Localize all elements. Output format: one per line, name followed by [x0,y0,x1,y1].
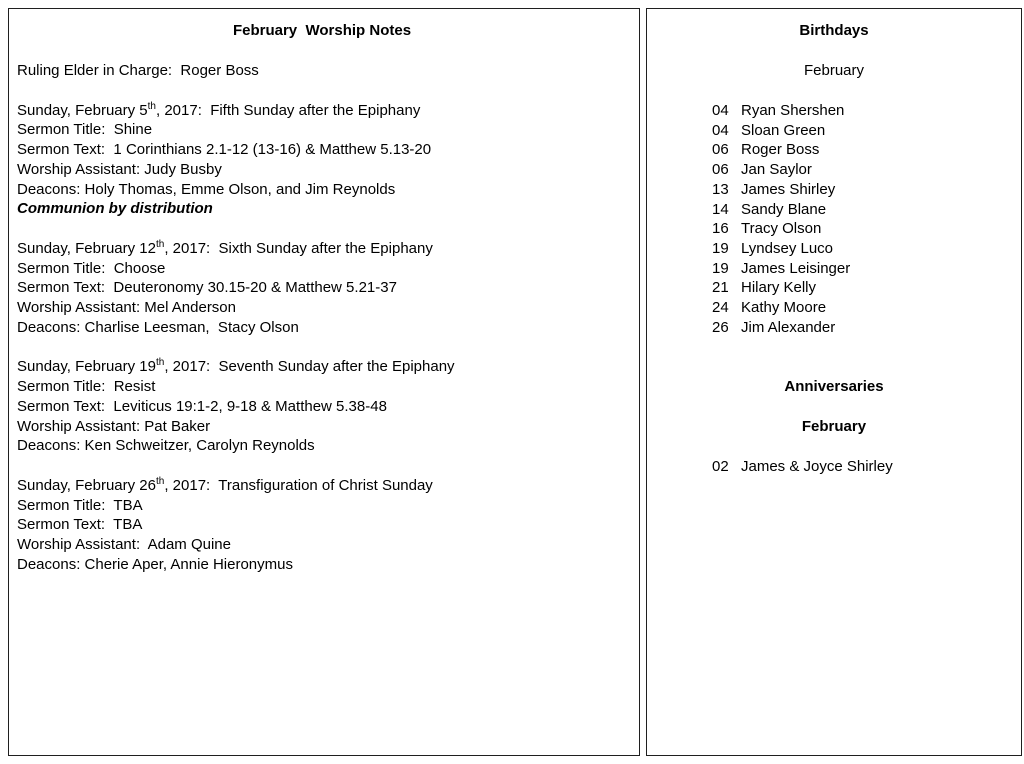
service-date-text: , 2017: Sixth Sunday after the Epiphany [164,239,433,257]
birthday-entry [712,140,1021,160]
date-ordinal-suffix: th [155,475,165,487]
service-date-line [17,101,627,121]
sermon-title-line: Sermon Title: Choose [17,259,166,277]
service-block-feb-5 [17,101,627,219]
sermon-text-line: Sermon Text: 1 Corinthians 2.1-12 (13-16) & Matthew 5.13-20 [17,141,432,159]
birthday-day: 06 [712,141,729,159]
sermon-text-line: Sermon Text: Leviticus 19:1-2, 9-18 & Matthew 5.38-48 [17,397,387,415]
birthdays-title: Birthdays [799,22,869,39]
birthday-entry [712,101,1021,121]
birthday-day: 14 [712,200,729,218]
birthday-name: Sloan Green [741,121,826,139]
birthday-entry [712,180,1021,200]
ruling-elder-line: Ruling Elder in Charge: Roger Boss [17,62,259,79]
service-date-text: Sunday, February 26 [17,476,156,494]
sermon-text-line: Sermon Text: Deuteronomy 30.15-20 & Matthew 5.21-37 [17,279,397,297]
birthday-entry [712,239,1021,259]
sermon-text-line: Sermon Text: TBA [17,516,143,534]
deacons-line: Deacons: Holy Thomas, Emme Olson, and Jim Reynolds [17,180,396,198]
sermon-title-line: Sermon Title: Shine [17,121,153,139]
birthday-name: Roger Boss [741,141,820,159]
birthday-day: 19 [712,259,729,277]
anniversaries-title: Anniversaries [784,378,884,396]
service-block-feb-19 [17,357,627,456]
date-ordinal-suffix: th [155,357,165,369]
deacons-line: Deacons: Cherie Aper, Annie Hieronymus [17,555,293,573]
service-date-text: , 2017: Seventh Sunday after the Epiphany [164,358,455,376]
service-date-text: Sunday, February 12 [17,239,156,257]
communion-note: Communion by distribution [17,200,213,218]
birthday-day: 04 [712,102,729,119]
birthday-day: 21 [712,279,729,297]
birthday-list [647,101,1021,337]
service-date-line [17,357,627,377]
anniversary-day: 02 [712,458,729,476]
birthday-entry [712,160,1021,180]
birthday-day: 19 [712,239,729,257]
birthday-name: Jim Alexander [741,318,836,336]
birthday-day: 13 [712,180,729,198]
birthday-entry [712,219,1021,239]
anniversary-entry [712,457,1021,477]
birthday-entry [712,298,1021,318]
birthday-name: Lyndsey Luco [741,239,834,257]
birthday-name: Hilary Kelly [741,279,817,297]
sermon-title-line: Sermon Title: Resist [17,378,156,396]
date-ordinal-suffix: th [147,100,156,112]
birthday-name: Sandy Blane [741,200,827,218]
service-date-text: , 2017: Fifth Sunday after the Epiphany [155,101,421,119]
deacons-line: Deacons: Ken Schweitzer, Carolyn Reynolds [17,437,315,455]
service-date-line [17,476,627,496]
anniversaries-month-label: February [801,418,867,436]
anniversary-list [647,457,1021,477]
anniversary-name: James & Joyce Shirley [741,458,893,476]
birthdays-month-label: February [803,62,865,79]
birthday-name: James Leisinger [741,259,851,277]
birthday-name: Ryan Shershen [741,102,845,119]
birthday-name: Jan Saylor [741,161,812,179]
worship-notes-panel [8,8,640,756]
birthday-name: James Shirley [741,180,836,198]
worship-assistant-line: Worship Assistant: Pat Baker [17,417,211,435]
birthday-name: Kathy Moore [741,299,827,317]
service-date-line [17,239,627,259]
service-date-text: , 2017: Transfiguration of Christ Sunday [164,476,433,494]
birthday-entry [712,278,1021,298]
service-block-feb-26 [17,476,627,575]
worship-assistant-line: Worship Assistant: Mel Anderson [17,299,236,317]
birthdays-panel [646,8,1022,756]
birthday-entry [712,200,1021,220]
service-date-text: Sunday, February 5 [17,101,148,119]
service-date-text: Sunday, February 19 [17,358,156,376]
worship-notes-title: February Worship Notes [232,22,412,39]
service-block-feb-12 [17,239,627,338]
birthday-name: Tracy Olson [741,220,822,238]
birthday-day: 16 [712,220,729,238]
birthday-entry [712,121,1021,141]
birthday-day: 04 [712,121,729,139]
birthday-day: 06 [712,161,729,179]
date-ordinal-suffix: th [155,238,165,250]
worship-assistant-line: Worship Assistant: Adam Quine [17,536,231,554]
deacons-line: Deacons: Charlise Leesman, Stacy Olson [17,318,299,336]
sermon-title-line: Sermon Title: TBA [17,496,143,514]
birthday-day: 26 [712,318,729,336]
birthday-entry [712,259,1021,279]
birthday-entry [712,318,1021,338]
worship-assistant-line: Worship Assistant: Judy Busby [17,160,222,178]
birthday-day: 24 [712,299,729,317]
